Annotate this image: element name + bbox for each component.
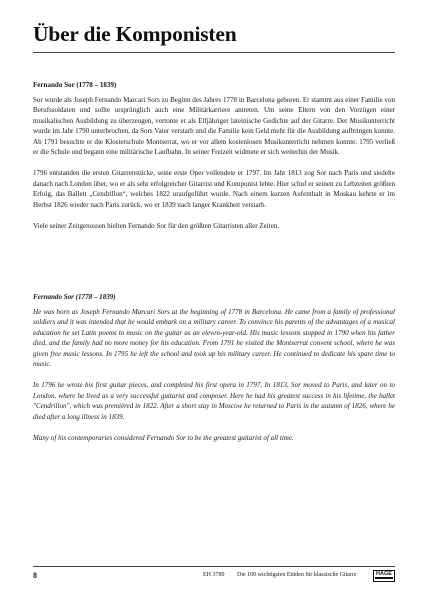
- english-heading: Fernando Sor (1778 – 1839): [33, 293, 116, 301]
- page-title: Über die Komponisten: [33, 22, 237, 46]
- publisher-logo-text: HAGE: [376, 571, 392, 577]
- page-number: 8: [33, 571, 37, 580]
- logo-bar: [375, 577, 393, 579]
- german-paragraph-3: Viele seiner Zeitgenossen hielten Fernando Sor für den größten Gitarristen aller Zeiten.: [33, 221, 280, 230]
- english-paragraph-2: In 1796 he wrote his first guitar pieces, and completed his first opera in 1797. In 1813, Sor moved to Paris, and later on to London, where he lived as a very successful guitarist and composer. Here he had his greatest success in his lifetime, the ballet "Cendrillon", which was premièred in 1822. After a short stay in Moscow he returned to Paris in the autumn of 1826, where he died after a long illness in 1839.: [33, 381, 395, 421]
- german-heading: Fernando Sor (1778 – 1839): [33, 81, 117, 89]
- german-paragraph-1: Sor wurde als Joseph Fernando Marcari Sors zu Beginn des Jahres 1778 in Barcelona geboren. Er stammt aus einer Familie von Berufssoldaten und sollte ursprünglich auch eine Militärkarriere antreten. Um seine Eltern von den Vorzügen einer musikalischen Ausbildung zu überzeugen, vertonte er als Elfjähriger lateinische Gedichte auf der Gitarre. Der Musikunterricht wurde im Jahr 1790 unterbrochen, da Sors Vater verstarb und die Familie kein Geld mehr für die Ausbildung aufbringen konnte. Ab 1791 besuchte er die Klosterschule Montserrat, wo er vor allem kostenlosen Musikunterricht nehmen konnte. 1795 verließ er die Schule und begann eine militärische Laufbahn. In seiner Freizeit widmete er sich weiterhin der Musik.: [33, 95, 395, 157]
- edition-number: EH 3789: [203, 572, 225, 578]
- footer: [33, 571, 395, 583]
- book-title: Die 100 wichtigsten Etüden für klassische Gitarre: [237, 572, 357, 578]
- german-biography: [33, 80, 395, 242]
- footer-divider: [33, 566, 395, 567]
- publisher-logo: [373, 570, 395, 582]
- german-paragraph-2: 1796 entstanden die ersten Gitarrenstücke, seine erste Oper vollendete er 1797. Im Jahr 1813 zog Sor nach Paris und siedelte danach nach London über, wo er als sehr erfolgreicher Gitarrist und Komponist lebte. Hier schuf er seinen zu Lebzeiten größten Erfolg, das Ballett „Cendrillon“, welches 1822 uraufgeführt wurde. Nach einem kurzen Aufenthalt in Moskau kehrte er im Herbst 1826 wieder nach Paris zurück, wo er 1839 nach langer Krankheit verstarb.: [33, 169, 395, 209]
- english-biography: [33, 292, 395, 454]
- english-paragraph-1: He was born as Joseph Fernando Marcari Sors at the beginning of 1778 in Barcelona. He came from a family of professional soldiers and it was intended that he would embark on a military career. To convince his parents of the advantages of a musical education he set Latin poems to music on the guitar as an eleven-year-old. His music lessons stopped in 1790 when his father died, and the family had no more money for his education. From 1791 he visited the Montserrat convent school, where he was given free music lessons. In 1795 he left the school and took up his military career. He continued to dedicate his spare time to music.: [33, 307, 395, 369]
- english-paragraph-3: Many of his contemporaries considered Fernando Sor to be the greatest guitarist of all time.: [33, 433, 294, 442]
- title-divider: [33, 52, 395, 53]
